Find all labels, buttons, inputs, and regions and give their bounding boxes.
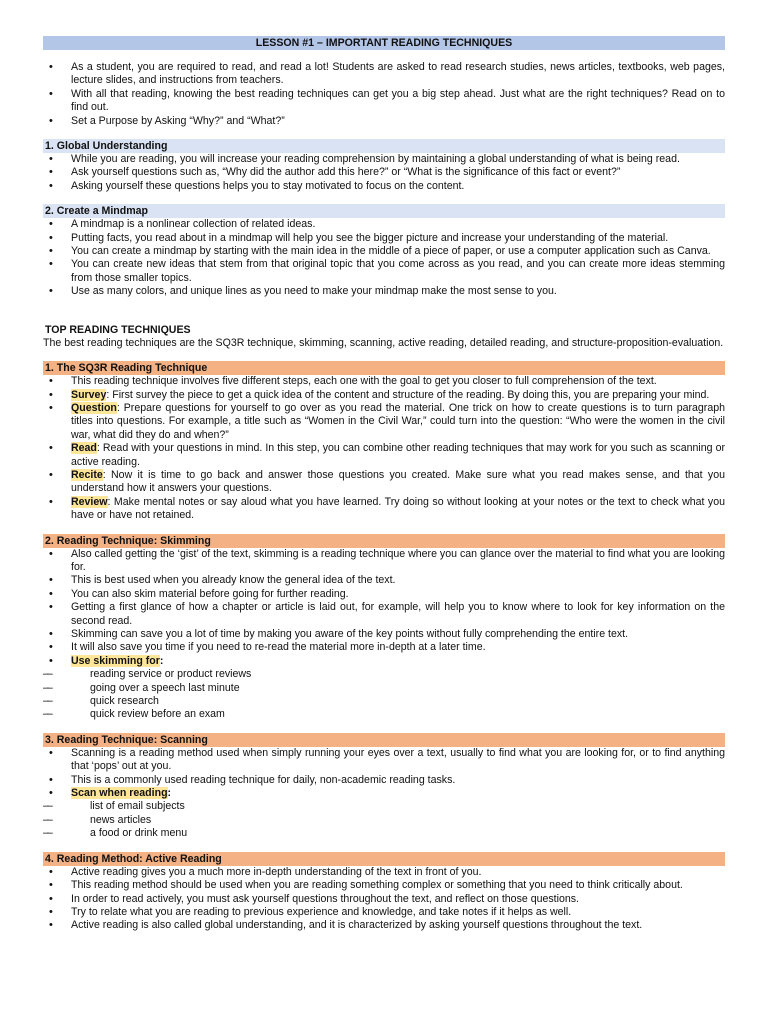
list-item: • You can create new ideas that stem from that original topic that you come across as you read, and you can create more ideas stemming from those smaller topics. [43, 258, 725, 285]
step-text: : First survey the piece to get a quick idea of the content and structure of the reading. By doing this, you are preparing your mind. [106, 388, 710, 401]
step-text: : Make mental notes or say aloud what you have learned. Try doing so without looking at your notes or the text to check what you have or have not retained. [71, 495, 725, 522]
list-item: • Skimming can save you a lot of time by making you aware of the key points without fully comprehending the entire text. [43, 628, 725, 641]
list-item: • This is a commonly used reading technique for daily, non-academic reading tasks. [43, 774, 725, 787]
skimming-list [43, 548, 725, 722]
list-item: • Asking yourself these questions helps you to stay motivated to focus on the content. [43, 180, 725, 193]
lesson-title: LESSON #1 – IMPORTANT READING TECHNIQUES [43, 36, 725, 50]
list-item: • Ask yourself questions such as, “Why did the author add this here?” or “What is the significance of this fact or event?” [43, 166, 725, 179]
section-heading-top-techniques: TOP READING TECHNIQUES [45, 323, 191, 336]
dash-item: –– quick research [43, 695, 725, 708]
list-item: • Scanning is a reading method used when simply running your eyes over a text, usually to find what you are looking for, or to find anything that ‘pops’ out at you. [43, 747, 725, 774]
list-item: • A mindmap is a nonlinear collection of related ideas. [43, 218, 725, 231]
mindmap-list [43, 218, 725, 298]
list-item: • Use skimming for: [43, 655, 725, 668]
list-item: • It will also save you time if you need to re-read the material more in-depth at a later time. [43, 641, 725, 654]
global-list [43, 153, 725, 193]
list-item [43, 469, 725, 496]
list-item: • This is best used when you already know the general idea of the text. [43, 574, 725, 587]
list-item: • This reading technique involves five different steps, each one with the goal to get you closer to full comprehension of the text. [43, 375, 725, 388]
list-item: • Scan when reading: [43, 787, 725, 800]
scanning-list [43, 747, 725, 841]
list-item: • Try to relate what you are reading to previous experience and knowledge, and take notes if it helps as well. [43, 906, 725, 919]
step-term-review: Review [71, 495, 108, 508]
list-item: • With all that reading, knowing the best reading techniques can get you a big step ahead. Just what are the right techniques? Read on to find out. [43, 88, 725, 115]
dash-item: –– news articles [43, 814, 725, 827]
list-item [43, 442, 725, 469]
step-term-survey: Survey [71, 388, 107, 401]
step-text: : Now it is time to go back and answer those questions you created. Make sure what you read makes sense, and that you understand how it answers your questions. [71, 468, 725, 495]
list-item: • Getting a first glance of how a chapter or article is laid out, for example, will help you to know where to look for key information on the second read. [43, 601, 725, 628]
section-heading-sq3r: 1. The SQ3R Reading Technique [43, 361, 725, 375]
list-item [43, 402, 725, 442]
list-item: • This reading method should be used when you are reading something complex or something that you need to think critically about. [43, 879, 725, 892]
dash-item: –– a food or drink menu [43, 827, 725, 840]
list-item: • Use as many colors, and unique lines as you need to make your mindmap make the most sense to you. [43, 285, 725, 298]
step-text: : Prepare questions for yourself to go over as you read the material. One trick on how to create questions is to turn paragraph titles into questions. For example, a title such as “Women in the Civil War,” could turn into the question: “Who were the women in the civil war, what did they do and when?” [71, 401, 725, 441]
section-heading-mindmap: 2. Create a Mindmap [43, 204, 725, 218]
list-item: • Active reading is also called global understanding, and it is characterized by asking yourself questions throughout the text. [43, 919, 725, 932]
intro-list [43, 61, 725, 128]
scan-when-label: Scan when reading [71, 787, 168, 800]
sq3r-list [43, 375, 725, 522]
dash-item: –– quick review before an exam [43, 708, 725, 721]
list-item: • Set a Purpose by Asking “Why?” and “What?” [43, 115, 725, 128]
section-heading-global-understanding: 1. Global Understanding [43, 139, 725, 153]
step-term-recite: Recite [71, 468, 103, 481]
step-text: : Read with your questions in mind. In this step, you can combine other reading techniques that may work for you such as scanning or active reading. [71, 442, 725, 468]
list-item [43, 496, 725, 523]
list-item: • In order to read actively, you must ask yourself questions throughout the text, and reflect on those questions. [43, 893, 725, 906]
use-skimming-label: Use skimming for [71, 654, 160, 667]
dash-item: –– reading service or product reviews [43, 668, 725, 681]
active-list [43, 866, 725, 933]
list-item: • While you are reading, you will increase your reading comprehension by maintaining a global understanding of what is being read. [43, 153, 725, 166]
section-heading-active-reading: 4. Reading Method: Active Reading [43, 852, 725, 866]
list-item: • Putting facts, you read about in a mindmap will help you see the bigger picture and increase your understanding of the material. [43, 232, 725, 245]
dash-item: –– going over a speech last minute [43, 682, 725, 695]
list-item: • You can create a mindmap by starting with the main idea in the middle of a piece of paper, or use a computer application such as Canva. [43, 245, 725, 258]
list-item [43, 389, 725, 402]
step-term-question: Question [71, 401, 117, 414]
document-page [43, 36, 725, 933]
list-item: • You can also skim material before going for further reading. [43, 588, 725, 601]
top-techniques-paragraph: The best reading techniques are the SQ3R technique, skimming, scanning, active reading, detailed reading, and structure-proposition-evaluation. [43, 336, 724, 349]
step-term-read: Read [71, 442, 97, 455]
list-item: • As a student, you are required to read, and read a lot! Students are asked to read research studies, news articles, textbooks, web pages, lecture slides, and instructions from teachers. [43, 61, 725, 88]
section-heading-scanning: 3. Reading Technique: Scanning [43, 733, 725, 747]
list-item: • Active reading gives you a much more in-depth understanding of the text in front of you. [43, 866, 725, 879]
list-item: • Also called getting the ‘gist’ of the text, skimming is a reading technique where you can glance over the material to find what you are looking for. [43, 548, 725, 575]
section-heading-skimming: 2. Reading Technique: Skimming [43, 534, 725, 548]
dash-item: –– list of email subjects [43, 800, 725, 813]
